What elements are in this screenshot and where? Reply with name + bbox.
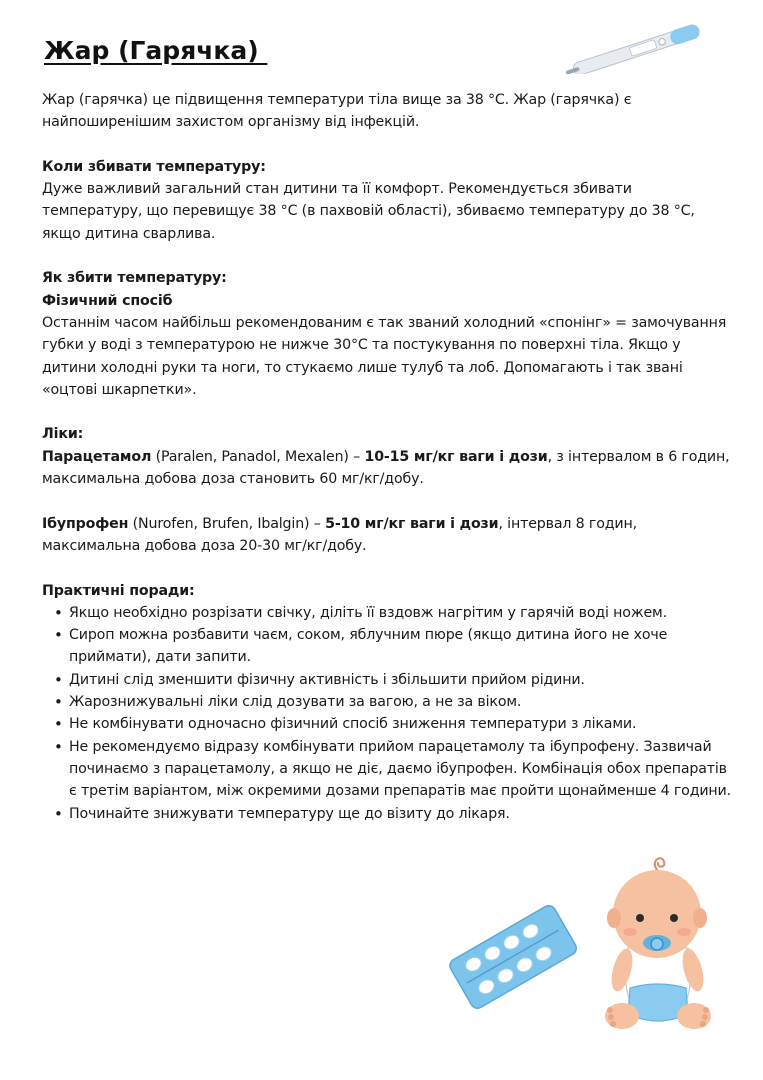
when-paragraph: Дуже важливий загальний стан дитини та її комфорт. Рекомендується збивати температуру, що перевищує 38 °C (в пахвовій області), збиваємо температуру до 38 °C, якщо дитина сварлива. <box>42 181 695 242</box>
ibuprofen-paragraph <box>42 513 732 558</box>
meds-heading: Ліки: <box>42 426 84 443</box>
ibuprofen-details: , інтервал 8 годин, максимальна добова доза 20-30 мг/кг/добу. <box>42 515 637 554</box>
page-title: Жар (Гарячка) <box>44 36 268 65</box>
tips-list-item: • Не комбінувати одночасно фізичний спосіб зниження температури з ліками. <box>42 713 732 735</box>
paracetamol-dose: 10-15 мг/кг ваги і дози <box>364 448 548 465</box>
paracetamol-name: Парацетамол <box>42 448 152 465</box>
thermometer-icon <box>560 24 710 74</box>
tips-list-item: • Сироп можна розбавити чаєм, соком, яблучним пюре (якщо дитина його не хоче приймати), дати запити. <box>42 624 732 669</box>
ibuprofen-name: Ібупрофен <box>42 515 129 532</box>
physical-method-heading: Фізичний спосіб <box>42 292 173 309</box>
how-heading: Як збити температуру: <box>42 270 227 287</box>
tips-list <box>42 602 732 825</box>
paracetamol-details: , з інтервалом в 6 годин, максимальна добова доза становить 60 мг/кг/добу. <box>42 448 730 488</box>
physical-method-paragraph: Останнім часом найбільш рекомендованим є так званий холодний «спонінг» = замочування губки у воді з температурою не нижче 30°C та постукування по поверхні тіла. Якщо у дитини холодні руки та ноги, то стукаємо лише тулуб та лоб. Допомагають і так звані «оцтові шкарпетки». <box>42 314 727 398</box>
when-heading: Коли збивати температуру: <box>42 158 266 175</box>
tips-list-item: • Якщо необхідно розрізати свічку, діліть її вздовж нагрітим у гарячій воді ножем. <box>42 602 732 624</box>
tips-list-item: • Жарознижувальні ліки слід дозувати за вагою, а не за віком. <box>42 691 732 713</box>
paracetamol-brands: (Paralen, Panadol, Mexalen) – <box>151 448 365 465</box>
pill-blister-icon <box>445 900 580 1015</box>
baby-illustration <box>600 852 715 1034</box>
tips-heading: Практичні поради: <box>42 582 195 599</box>
intro-paragraph: Жар (гарячка) це підвищення температури тіла вище за 38 °C. Жар (гарячка) є найпоширенішим захистом організму від інфекцій. <box>42 92 632 131</box>
paracetamol-paragraph <box>42 446 732 491</box>
tips-list-item: • Починайте знижувати температуру ще до візиту до лікаря. <box>42 803 732 825</box>
tips-list-item: • Не рекомендуємо відразу комбінувати прийом парацетамолу та ібупрофену. Зазвичай починаємо з парацетамолу, а якщо не діє, даємо ібупрофен. Комбінація обох препаратів є третім варіантом, між окремими дозами препаратів має пройти щонайменше 4 години. <box>42 736 732 803</box>
ibuprofen-dose: 5-10 мг/кг ваги і дози <box>325 515 499 532</box>
ibuprofen-brands: (Nurofen, Brufen, Ibalgin) – <box>128 515 326 532</box>
tips-list-item: • Дитині слід зменшити фізичну активність і збільшити прийом рідини. <box>42 669 732 691</box>
document-body <box>42 89 732 825</box>
